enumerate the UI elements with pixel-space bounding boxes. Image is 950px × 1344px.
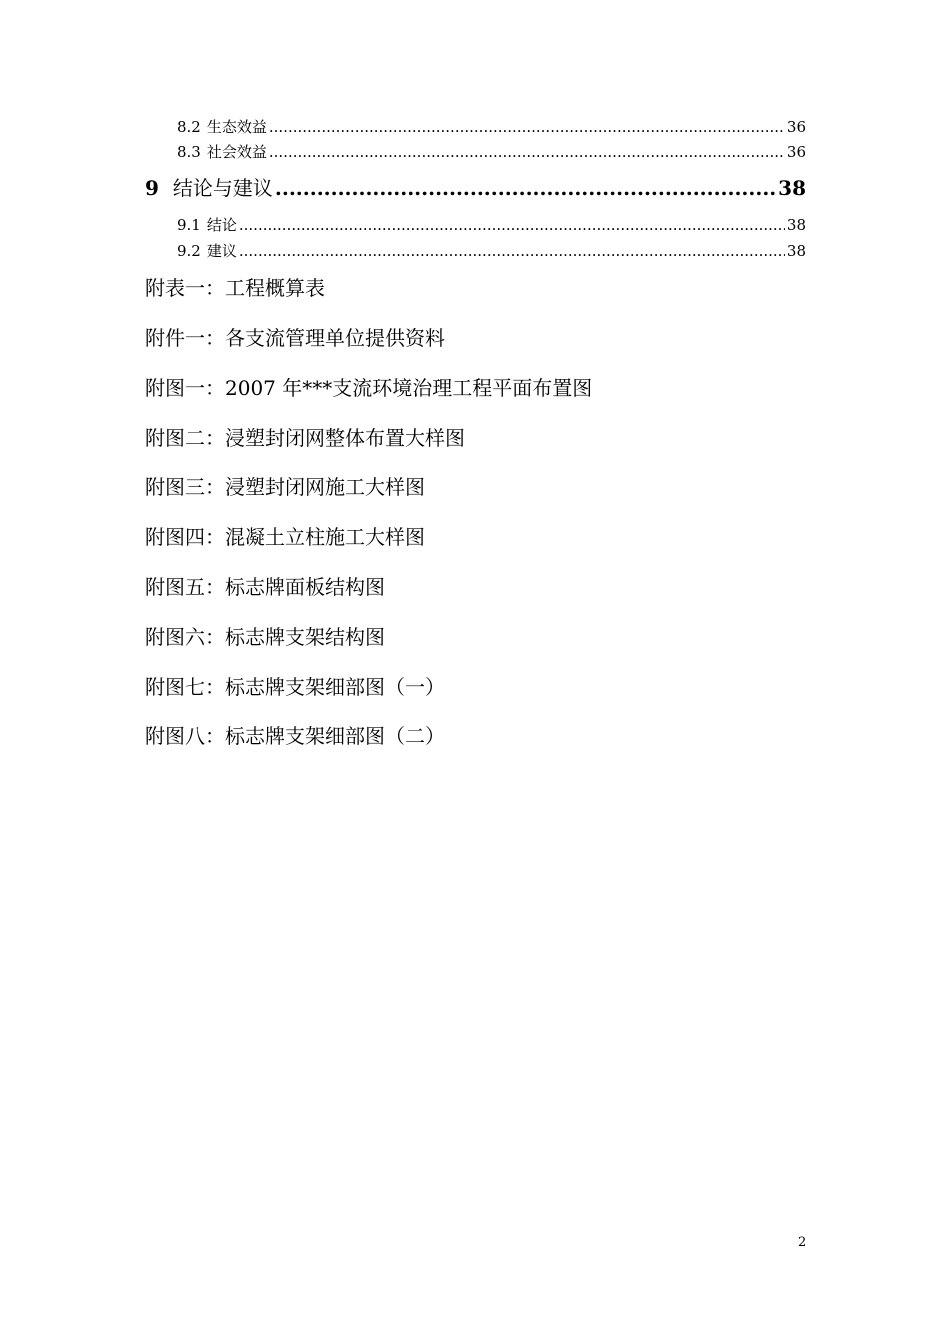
toc-leader-dots bbox=[269, 143, 785, 161]
appendix-item: 附图七：标志牌支架细部图（一） bbox=[145, 675, 445, 699]
toc-entry-page: 38 bbox=[786, 242, 806, 260]
toc-entry-number: 9 bbox=[145, 176, 159, 200]
toc-entry-number: 8.3 bbox=[177, 143, 201, 161]
toc-entry-page: 38 bbox=[786, 216, 806, 234]
toc-leader-dots bbox=[269, 118, 785, 136]
page-number: 2 bbox=[798, 1235, 807, 1250]
toc-entry-label: 结论 bbox=[206, 216, 237, 234]
appendix-item: 附图三：浸塑封闭网施工大样图 bbox=[145, 475, 425, 499]
toc-leader-dots bbox=[275, 176, 776, 200]
toc-leader-dots bbox=[239, 242, 785, 260]
toc-entry-label: 社会效益 bbox=[206, 143, 267, 161]
appendix-item: 附件一：各支流管理单位提供资料 bbox=[145, 326, 445, 350]
appendix-item: 附图六：标志牌支架结构图 bbox=[145, 625, 385, 649]
toc-leader-dots bbox=[239, 216, 785, 234]
appendix-item: 附图五：标志牌面板结构图 bbox=[145, 575, 385, 599]
toc-entry[interactable] bbox=[177, 214, 806, 235]
toc-entry-number: 9.2 bbox=[177, 242, 201, 260]
appendix-item: 附表一：工程概算表 bbox=[145, 276, 325, 300]
toc-entry-label: 建议 bbox=[206, 242, 237, 260]
toc-entry-page: 38 bbox=[778, 176, 806, 200]
toc-chapter-entry[interactable] bbox=[145, 172, 806, 201]
toc-entry-page: 36 bbox=[786, 118, 806, 136]
appendix-item: 附图四：混凝土立柱施工大样图 bbox=[145, 525, 425, 549]
toc-entry-number: 8.2 bbox=[177, 118, 201, 136]
toc-entry-page: 36 bbox=[786, 143, 806, 161]
toc-entry[interactable] bbox=[177, 116, 806, 137]
appendix-item: 附图二：浸塑封闭网整体布置大样图 bbox=[145, 426, 465, 450]
appendix-item: 附图一：2007 年***支流环境治理工程平面布置图 bbox=[145, 376, 593, 400]
toc-entry-label: 生态效益 bbox=[206, 118, 267, 136]
toc-entry[interactable] bbox=[177, 240, 806, 261]
toc-entry-number: 9.1 bbox=[177, 216, 201, 234]
appendix-item: 附图八：标志牌支架细部图（二） bbox=[145, 724, 445, 748]
toc-entry-label: 结论与建议 bbox=[172, 176, 273, 200]
toc-entry[interactable] bbox=[177, 141, 806, 162]
